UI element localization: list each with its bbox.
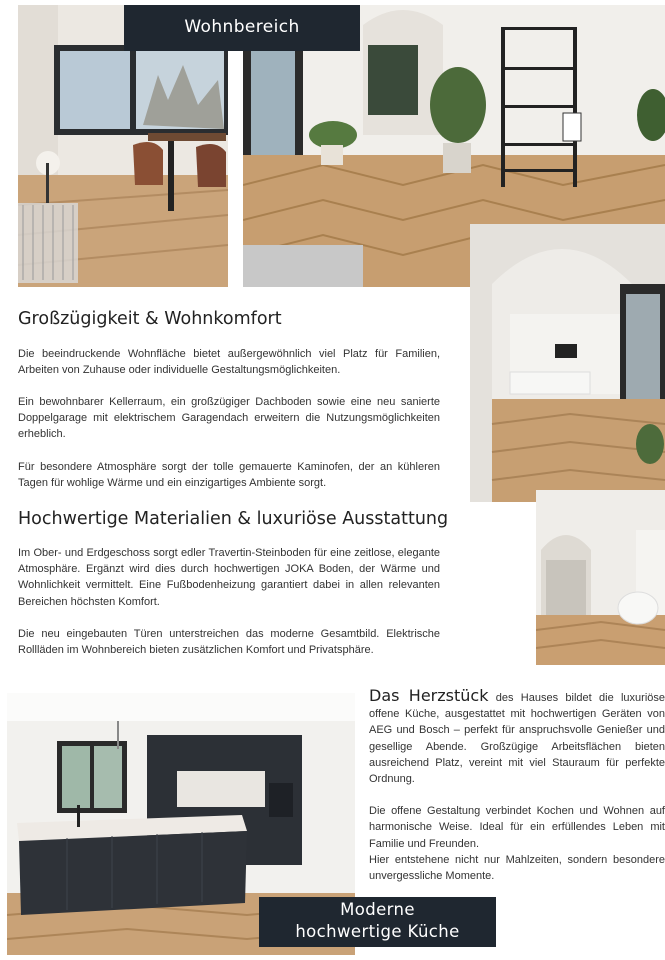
comfort-paragraph-1: Die beeindruckende Wohnfläche bietet außergewöhnlich viel Platz für Familien, Arbeiten von Zuhause oder individuelle Gestaltungsmöglichkeiten. [18,348,440,377]
living-area-label [124,5,360,51]
section-heading-comfort: Großzügigkeit & Wohnkomfort [18,309,282,329]
photo-hallway-pouf [536,490,665,665]
kitchen-paragraph-1 [369,688,665,787]
kitchen-paragraph-3: Hier entstehene nicht nur Mahlzeiten, sondern besondere unvergessliche Momente. [369,853,665,883]
materials-paragraph-1: Im Ober- und Erdgeschoss sorgt edler Travertin-Steinboden für eine zeitlose, elegante Atmosphäre. Ergänzt wird dies durch hochwertigen JOKA Boden, der Wärme und Wohnlichkeit vermittelt. Eine Fußbodenheizung garantiert dabei in allen relevanten Bereichen höchsten Komfort. [18,547,440,608]
kitchen-lead: Das Herzstück [369,686,489,705]
kitchen-paragraph-2: Die offene Gestaltung verbindet Kochen und Wohnen auf harmonische Weise. Ideal für ein erfüllendes Leben mit Familie und Freunden. [369,805,665,850]
living-area-label-text: Wohnbereich [184,17,300,37]
photo-living-room-arch [470,224,665,502]
kitchen-label-line-2: hochwertige Küche [295,922,460,941]
section-heading-materials: Hochwertige Materialien & luxuriöse Ausstattung [18,509,449,529]
kitchen-label [259,897,496,947]
kitchen-description [369,688,665,900]
kitchen-label-line-1: Moderne [340,900,415,919]
kitchen-paragraph-1-text: des Hauses bildet die luxuriöse offene Küche, ausgestattet mit hochwertigen Geräten von AEG und Bosch – perfekt für anspruchsvolle Genießer und gesellige Abende. Großzügige Arbeitsflächen bieten ausreichend Platz, vereint mit viel Stauraum für perfekte Ordnung. [369,692,665,786]
comfort-paragraph-3: Für besondere Atmosphäre sorgt der tolle gemauerte Kaminofen, der an kühleren Tagen für wohlige Wärme und ein einzigartiges Ambiente sorgt. [18,461,440,490]
materials-paragraph-2: Die neu eingebauten Türen unterstreichen das moderne Gesamtbild. Elektrische Rollläden im Wohnbereich bieten zusätzlichen Komfort und Privatsphäre. [18,628,440,657]
comfort-paragraph-2: Ein bewohnbarer Kellerraum, ein großzügiger Dachboden sowie eine neu sanierte Doppelgarage mit elektrischem Garagendach erweitern die Nutzungsmöglichkeiten erheblich. [18,396,440,441]
